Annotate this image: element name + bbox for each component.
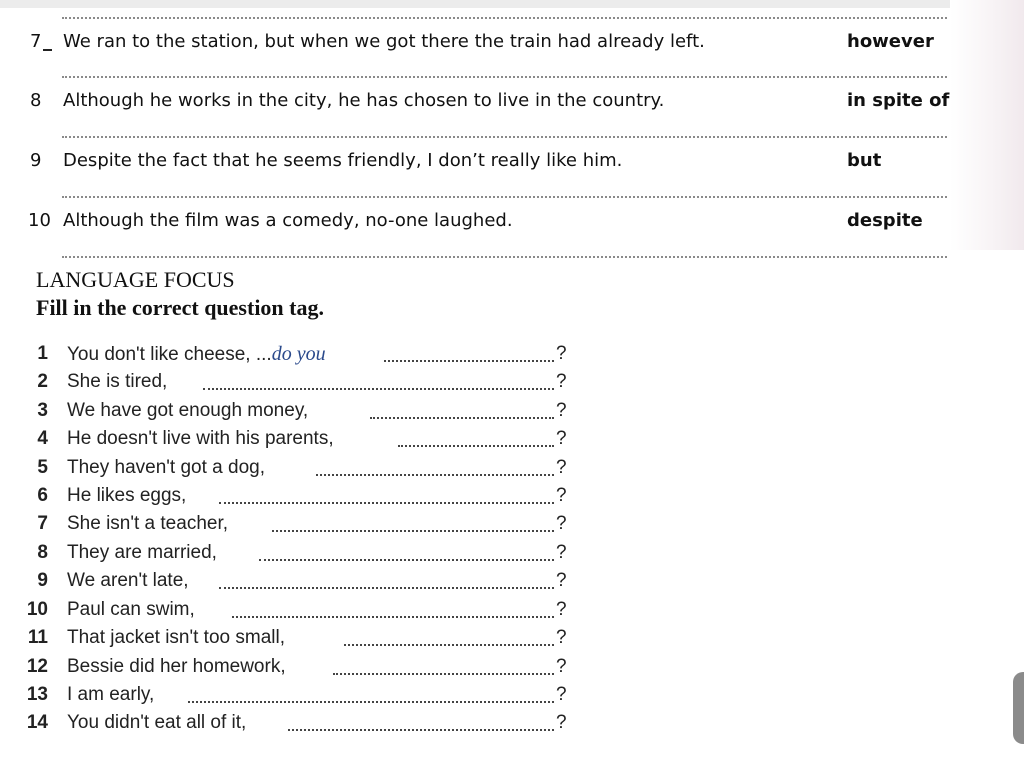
item-sentence: We ran to the station, but when we got there the train had already left.	[63, 31, 705, 52]
question-number: 11	[27, 627, 48, 648]
section-title: LANGUAGE FOCUS	[36, 267, 235, 292]
question-item	[0, 511, 700, 537]
item-keyword: however	[847, 31, 934, 52]
answer-line[interactable]	[62, 17, 947, 19]
question-text: You didn't eat all of it,	[67, 712, 247, 733]
top-strip	[0, 0, 1024, 8]
question-number: 4	[37, 428, 48, 449]
answer-line[interactable]	[62, 256, 947, 258]
answer-blank[interactable]	[259, 559, 554, 561]
question-mark: ?	[556, 457, 567, 478]
item-sentence: Although he works in the city, he has chosen to live in the country.	[63, 90, 665, 111]
answer-blank[interactable]	[232, 616, 554, 618]
answer-blank[interactable]	[272, 530, 554, 532]
answer-blank[interactable]	[398, 445, 554, 447]
exercise-item	[0, 146, 1024, 176]
question-item	[0, 455, 700, 481]
item-keyword: but	[847, 150, 882, 171]
question-number: 13	[26, 684, 48, 705]
answer-line[interactable]	[62, 136, 947, 138]
answer-line[interactable]	[62, 196, 947, 198]
answer-blank[interactable]	[203, 388, 554, 390]
question-item	[0, 483, 700, 509]
answer-blank[interactable]	[384, 360, 554, 362]
answer-blank[interactable]	[288, 729, 554, 731]
section-instruction: Fill in the correct question tag.	[36, 295, 324, 320]
question-number: 7	[37, 513, 48, 534]
question-text: You don't like cheese, ...do you	[67, 343, 326, 365]
question-item	[0, 398, 700, 424]
question-item	[0, 341, 700, 367]
question-number: 14	[26, 712, 48, 733]
answer-blank[interactable]	[344, 644, 554, 646]
question-mark: ?	[556, 599, 567, 620]
question-number: 8	[37, 542, 48, 563]
question-mark: ?	[556, 656, 567, 677]
item-number: 7	[30, 31, 42, 52]
question-text: We aren't late,	[67, 570, 189, 591]
question-mark: ?	[556, 428, 567, 449]
answer-blank[interactable]	[370, 417, 554, 419]
question-text: They haven't got a dog,	[67, 457, 265, 478]
question-mark: ?	[556, 570, 567, 591]
answer-blank[interactable]	[219, 587, 554, 589]
question-item	[0, 369, 700, 395]
item-keyword: despite	[847, 210, 923, 231]
question-number: 9	[37, 570, 48, 591]
question-text: She is tired,	[67, 371, 168, 392]
exercise-item	[0, 27, 1024, 57]
question-text: She isn't a teacher,	[67, 513, 229, 534]
question-item	[0, 426, 700, 452]
question-mark: ?	[556, 542, 567, 563]
question-number: 6	[37, 485, 48, 506]
item-sentence: Despite the fact that he seems friendly, I don’t really like him.	[63, 150, 623, 171]
question-text: They are married,	[67, 542, 217, 563]
question-text: We have got enough money,	[67, 400, 309, 421]
exercise-item	[0, 86, 1024, 116]
question-mark: ?	[556, 400, 567, 421]
question-text: Paul can swim,	[67, 599, 195, 620]
answer-blank[interactable]	[219, 502, 554, 504]
question-item	[0, 682, 700, 708]
question-item	[0, 597, 700, 623]
question-mark: ?	[556, 513, 567, 534]
question-mark: ?	[556, 343, 567, 364]
question-number: 12	[26, 656, 48, 677]
pen-mark	[43, 49, 52, 51]
filled-answer: do you	[271, 343, 326, 365]
question-mark: ?	[556, 485, 567, 506]
question-text: I am early,	[67, 684, 155, 705]
answer-blank[interactable]	[333, 673, 554, 675]
question-mark: ?	[556, 712, 567, 733]
answer-blank[interactable]	[316, 474, 554, 476]
question-mark: ?	[556, 684, 567, 705]
exercise-item	[0, 206, 1024, 236]
item-number: 9	[30, 150, 42, 171]
question-text: He likes eggs,	[67, 485, 187, 506]
item-keyword: in spite of	[847, 90, 950, 111]
question-number: 5	[37, 457, 48, 478]
question-number: 1	[37, 343, 48, 364]
question-number: 2	[37, 371, 48, 392]
answer-blank[interactable]	[188, 701, 554, 703]
item-number: 10	[28, 210, 51, 231]
question-mark: ?	[556, 627, 567, 648]
question-mark: ?	[556, 371, 567, 392]
item-sentence: Although the film was a comedy, no-one laughed.	[63, 210, 513, 231]
edge-panel-handle[interactable]	[1013, 672, 1024, 744]
question-item	[0, 710, 700, 736]
question-text: He doesn't live with his parents,	[67, 428, 334, 449]
question-text: Bessie did her homework,	[67, 656, 286, 677]
question-item	[0, 540, 700, 566]
question-item	[0, 654, 700, 680]
question-number: 10	[26, 599, 48, 620]
question-item	[0, 568, 700, 594]
item-number: 8	[30, 90, 42, 111]
question-text: That jacket isn't too small,	[67, 627, 285, 648]
answer-line[interactable]	[62, 76, 947, 78]
question-item	[0, 625, 700, 651]
question-number: 3	[37, 400, 48, 421]
